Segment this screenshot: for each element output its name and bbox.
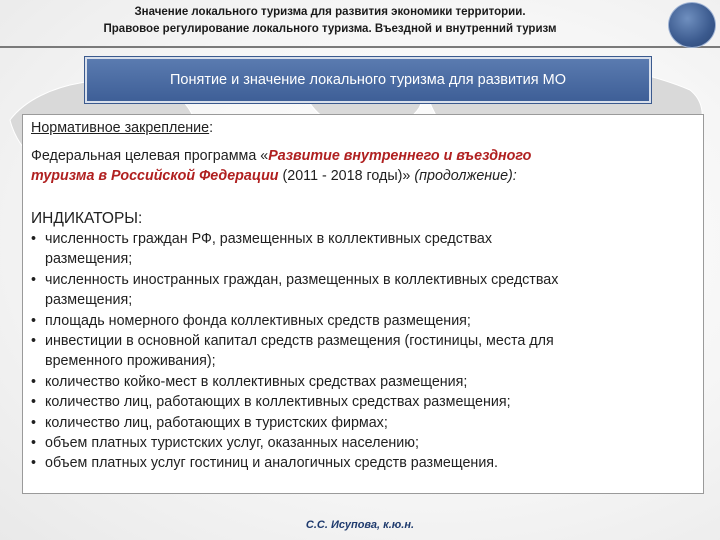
indicator-item-line: временного проживания); <box>45 353 216 370</box>
indicator-item-line: численность иностранных граждан, размещенных в коллективных средствах <box>45 271 559 288</box>
indicator-item-line: площадь номерного фонда коллективных средств размещения; <box>45 312 471 329</box>
header-title-line-1: Значение локального туризма для развития экономики территории. <box>134 6 526 18</box>
indicator-item-line: количество койко-мест в коллективных средствах размещения; <box>45 373 468 390</box>
indicator-item-line: объем платных туристских услуг, оказанных населению; <box>45 435 419 451</box>
indicators-heading: ИНДИКАТОРЫ: <box>31 210 143 227</box>
indicator-item-line: численность граждан РФ, размещенных в коллективных средствах <box>45 231 492 247</box>
header-title-line-2: Правовое регулирование локального туризма. Въездной и внутренний туризм <box>103 23 557 35</box>
slide-title: Понятие и значение локального туризма для развития МО <box>169 72 567 88</box>
content-panel <box>22 114 704 494</box>
footer-author: С.С. Исупова, к.ю.н. <box>305 519 415 531</box>
section-heading: Нормативное закрепление: <box>31 120 214 136</box>
indicator-item-line: размещения; <box>45 292 133 309</box>
bullet-point: • <box>31 373 37 390</box>
bullet-point: • <box>31 312 37 329</box>
bullet-point: • <box>31 394 37 411</box>
bullet-point: • <box>31 414 37 431</box>
slide-header <box>0 0 720 48</box>
slide-title-box <box>85 57 651 103</box>
logo-emblem-icon <box>668 2 716 48</box>
indicator-item-line: количество лиц, работающих в коллективных средствах размещения; <box>45 394 511 411</box>
bullet-point: • <box>31 455 37 472</box>
indicator-item-line: размещения; <box>45 251 133 268</box>
indicator-item-line: инвестиции в основной капитал средств размещения (гостиницы, места для <box>45 333 554 349</box>
program-line-2: туризма в Российской Федерации (2011 - 2018 годы)» (продолжение): <box>31 168 517 184</box>
indicator-item-line: объем платных услуг гостиниц и аналогичных средств размещения. <box>45 455 499 472</box>
program-line-1: Федеральная целевая программа «Развитие внутреннего и въездного <box>31 148 532 164</box>
bullet-point: • <box>31 231 37 247</box>
indicator-item-line: количество лиц, работающих в туристских фирмах; <box>45 414 388 431</box>
bullet-point: • <box>31 333 37 349</box>
bullet-point: • <box>31 435 37 451</box>
bullet-point: • <box>31 271 37 288</box>
